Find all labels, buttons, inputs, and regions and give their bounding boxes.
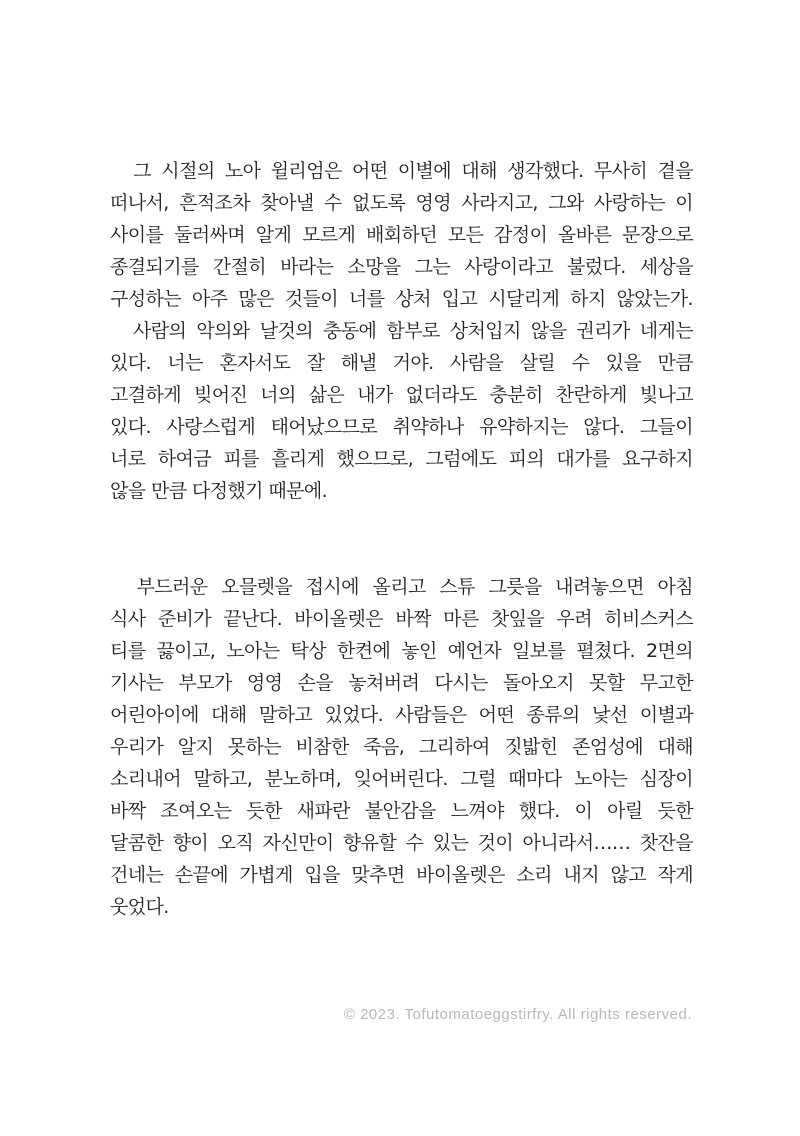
paragraph-1: [110, 155, 693, 507]
text-line: 종결되기를 간절히 바라는 소망을 그는 사랑이라고 불렀다. 세상을: [110, 256, 693, 278]
paragraph-2: [110, 571, 693, 923]
text-line: 바짝 조여오는 듯한 새파란 불안감을 느껴야 했다. 이 아릴 듯한: [110, 800, 693, 822]
text-line: 웃었다.: [110, 896, 169, 918]
text-line: 기사는 부모가 영영 손을 놓쳐버려 다시는 돌아오지 못할 무고한: [110, 672, 693, 694]
text-line: 어린아이에 대해 말하고 있었다. 사람들은 어떤 종류의 낯선 이별과: [110, 704, 693, 726]
text-line: 있다. 사랑스럽게 태어났으므로 취약하나 유약하지는 않다. 그들이: [110, 416, 693, 438]
text-line: 있다. 너는 혼자서도 잘 해낼 거야. 사람을 살릴 수 있을 만큼: [110, 352, 693, 374]
text-line: 사이를 둘러싸며 알게 모르게 배회하던 모든 감정이 올바른 문장으로: [110, 224, 693, 246]
text-line: 사람의 악의와 날것의 충동에 함부로 상처입지 않을 권리가 네게는: [110, 320, 693, 342]
text-line: 우리가 알지 못하는 비참한 죽음, 그리하여 짓밟힌 존엄성에 대해: [110, 736, 693, 758]
text-line: 건네는 손끝에 가볍게 입을 맞추면 바이올렛은 소리 내지 않고 작게: [110, 864, 693, 886]
text-line: 떠나서, 흔적조차 찾아낼 수 없도록 영영 사라지고, 그와 사랑하는 이: [110, 192, 693, 214]
text-line: 부드러운 오믈렛을 접시에 올리고 스튜 그릇을 내려놓으면 아침: [110, 576, 693, 598]
text-line: 너로 하여금 피를 흘리게 했으므로, 그럼에도 피의 대가를 요구하지: [110, 448, 693, 470]
text-line: 소리내어 말하고, 분노하며, 잊어버린다. 그럴 때마다 노아는 심장이: [110, 768, 693, 790]
copyright-notice: © 2023. Tofutomatoeggstirfry. All rights reserved.: [343, 1006, 692, 1023]
text-line: 구성하는 아주 많은 것들이 너를 상처 입고 시달리게 하지 않았는가.: [110, 288, 693, 310]
text-line: 티를 끓이고, 노아는 탁상 한켠에 놓인 예언자 일보를 펼쳤다. 2면의: [110, 640, 693, 662]
text-line: 식사 준비가 끝난다. 바이올렛은 바짝 마른 찻잎을 우려 히비스커스: [110, 608, 693, 630]
text-line: 달콤한 향이 오직 자신만이 향유할 수 있는 것이 아니라서…… 찻잔을: [110, 832, 693, 854]
text-line: 고결하게 빚어진 너의 삶은 내가 없더라도 충분히 찬란하게 빛나고: [110, 384, 693, 406]
text-line: 그 시절의 노아 윌리엄은 어떤 이별에 대해 생각했다. 무사히 곁을: [110, 160, 693, 182]
text-line: 않을 만큼 다정했기 때문에.: [110, 480, 328, 502]
